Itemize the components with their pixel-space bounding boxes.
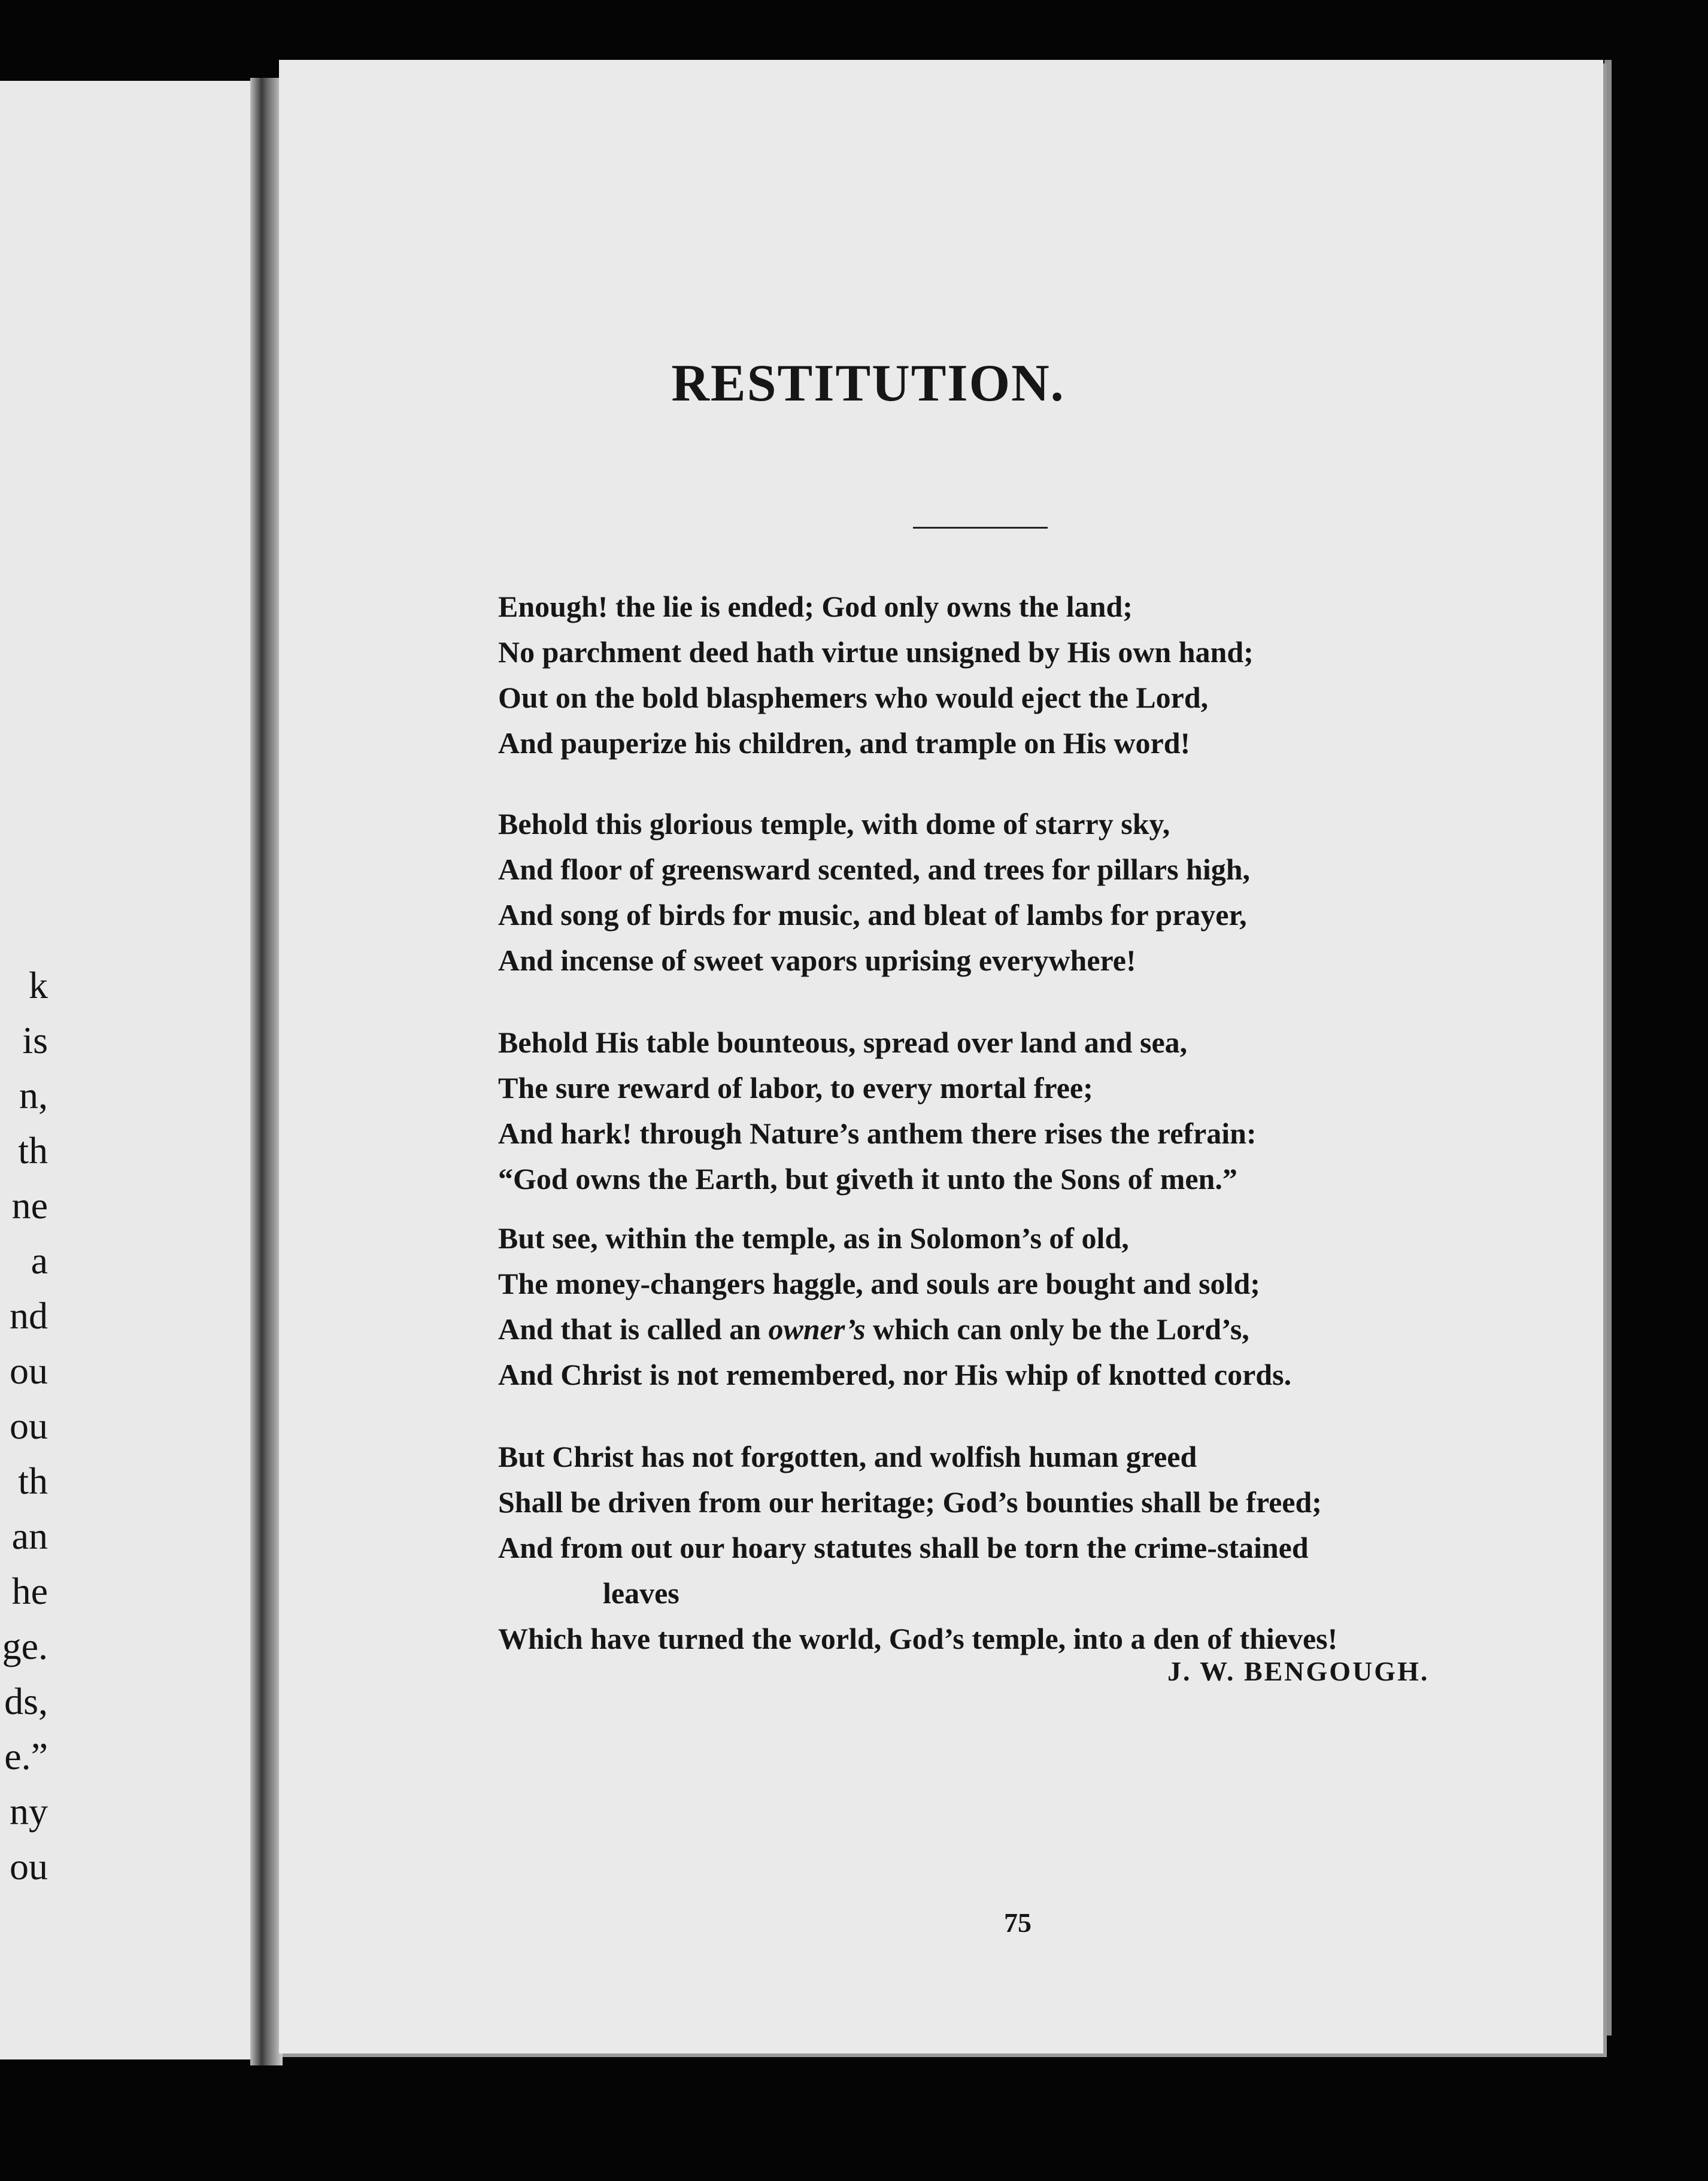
poem-line: And floor of greensward scented, and trees for pillars high, — [498, 853, 1251, 886]
poem-line: Enough! the lie is ended; God only owns the land; — [498, 590, 1133, 623]
left-fragment: he — [11, 1570, 48, 1612]
poem-line-segment: And that is called an — [498, 1312, 769, 1346]
poem-line-segment: which can only be the Lord’s, — [865, 1312, 1249, 1346]
poem-line: Shall be driven from our heritage; God’s bounties shall be freed; — [498, 1485, 1322, 1519]
poem-line: But Christ has not forgotten, and wolfish human greed — [498, 1440, 1197, 1473]
poem-line-continuation: leaves — [603, 1576, 679, 1610]
stanza-5 — [498, 1434, 1516, 1661]
stanza-4 — [498, 1215, 1516, 1397]
left-fragment: a — [31, 1239, 48, 1282]
poem-line: And Christ is not remembered, nor His whip of knotted cords. — [498, 1358, 1292, 1391]
left-fragment: n, — [19, 1074, 48, 1117]
stanza-1 — [498, 584, 1516, 766]
title-divider — [913, 527, 1048, 529]
poem-line: The sure reward of labor, to every mortal free; — [498, 1071, 1093, 1105]
poem-line: Behold His table bounteous, spread over land and sea, — [498, 1026, 1188, 1059]
poem-line: And song of birds for music, and bleat of lambs for prayer, — [498, 898, 1247, 932]
poem-line — [498, 1306, 1516, 1352]
left-fragment: ou — [10, 1845, 48, 1888]
poem-title: RESTITUTION. — [671, 354, 1065, 412]
poem-line: Behold this glorious temple, with dome of starry sky, — [498, 807, 1170, 841]
poem-line: And pauperize his children, and trample on His word! — [498, 726, 1191, 760]
poem-line: No parchment deed hath virtue unsigned by His own hand; — [498, 635, 1254, 669]
left-fragment: an — [11, 1515, 48, 1557]
left-page — [0, 81, 254, 2059]
left-fragment: ge. — [2, 1625, 48, 1667]
page-edge — [1604, 60, 1612, 2036]
left-fragment: ny — [10, 1790, 48, 1833]
left-fragment: nd — [10, 1294, 48, 1337]
poem-line: Out on the bold blasphemers who would eject the Lord, — [498, 681, 1209, 714]
left-fragment: ne — [11, 1184, 48, 1227]
poem-line: And hark! through Nature’s anthem there rises the refrain: — [498, 1117, 1257, 1150]
left-fragment: k — [29, 964, 48, 1006]
left-fragment: th — [18, 1460, 48, 1502]
poem-line: The money-changers haggle, and souls are bought and sold; — [498, 1267, 1260, 1300]
left-fragment: th — [18, 1129, 48, 1172]
italic-word: owner’s — [768, 1312, 866, 1346]
left-fragment: is — [22, 1019, 48, 1061]
stanza-3 — [498, 1020, 1516, 1202]
left-fragment: ou — [10, 1405, 48, 1447]
poem-line: But see, within the temple, as in Solomon’s of old, — [498, 1221, 1129, 1255]
stanza-2 — [498, 801, 1516, 983]
poem-line: And incense of sweet vapors uprising everywhere! — [498, 944, 1136, 977]
left-fragment: ds, — [4, 1680, 48, 1722]
poem-line: And from out our hoary statutes shall be torn the crime-stained — [498, 1531, 1309, 1564]
book-gutter — [250, 78, 283, 2065]
page-number: 75 — [1004, 1907, 1032, 1938]
left-fragment: e.” — [4, 1735, 48, 1777]
poem-line: “God owns the Earth, but giveth it unto the Sons of men.” — [498, 1162, 1237, 1196]
poem-line: Which have turned the world, God’s temple, into a den of thieves! — [498, 1622, 1338, 1655]
left-fragment: ou — [10, 1349, 48, 1392]
left-page-text-fragments — [0, 958, 48, 1894]
author-signature: J. W. BENGOUGH. — [1167, 1656, 1430, 1686]
